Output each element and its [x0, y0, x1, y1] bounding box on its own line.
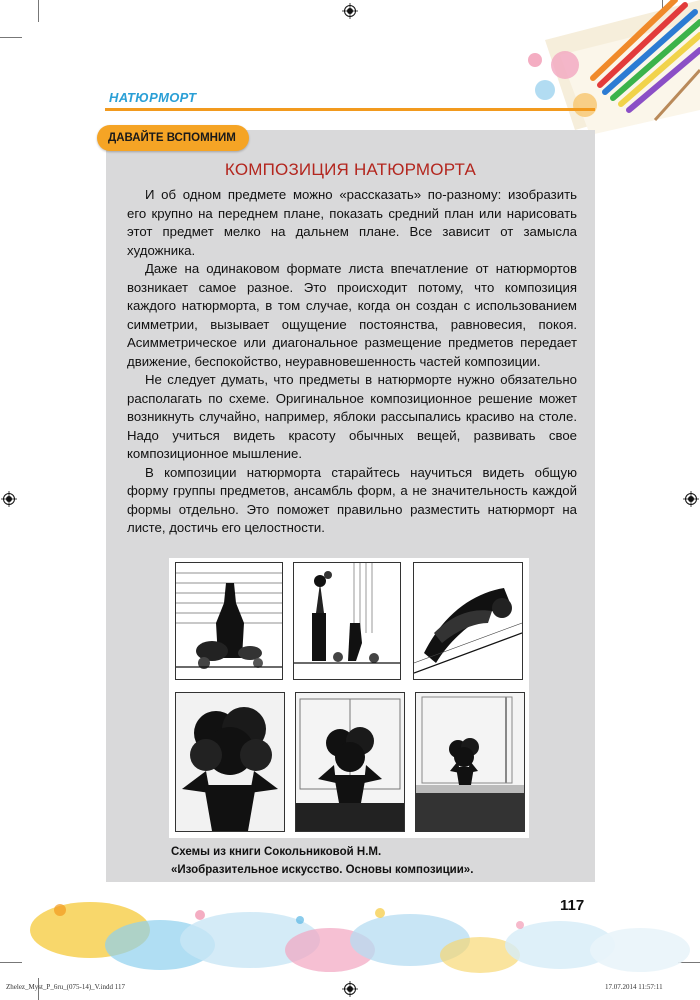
article-heading: КОМПОЗИЦИЯ НАТЮРМОРТА [224, 160, 477, 179]
caption-line: «Изобразительное искусство. Основы композиции». [171, 864, 474, 876]
header-divider [105, 108, 595, 111]
caption-line: Схемы из книги Сокольниковой Н.М. [171, 846, 382, 858]
still-life-diagonal-image [414, 563, 522, 679]
scheme-panel-still-life-diagonal [413, 562, 523, 680]
remember-badge: ДАВАЙТЕ ВСПОМНИМ [97, 125, 249, 151]
footer-file-info: Zhelez_Myst_P_6ru_(075-14)_V.indd 117 [6, 983, 125, 991]
article-body [127, 186, 577, 538]
footer-date-info: 17.07.2014 11:57:11 [605, 983, 663, 991]
registration-mark-icon [342, 3, 358, 19]
paragraph: И об одном предмете можно «рассказать» по-разному: изобразить его крупно на переднем плане, показать средний план или нарисовать этот предмет мелко на дальнем плане. Все зависит от замысла художника. [127, 187, 577, 258]
composition-schemes-figure [169, 558, 529, 838]
pencils-illustration [505, 0, 700, 135]
paint-splash-illustration [0, 885, 700, 985]
flower-large-image [176, 693, 284, 831]
flower-small-image [416, 693, 524, 831]
paragraph: Даже на одинаковом формате листа впечатление от натюрмортов возникает самое разное. Это происходит потому, что композиция каждого натюрморта, в том случае, когда он создан с использованием симметрии, вызывает ощущение постоянства, равновесия, покоя. Асимметрическое или диагональное размещение предметов передает движение, беспокойство, неуравновешенность частей композиции. [127, 261, 577, 369]
paragraph: В композиции натюрморта старайтесь научиться видеть общую форму группы предметов, ансамбль форм, а не значительность каждой формы отдельно. Это поможет правильно разместить натюрморт на листе, достичь его целостности. [127, 464, 577, 535]
page-number: 117 [560, 897, 585, 914]
scheme-panel-still-life-balanced [293, 562, 401, 680]
registration-mark-icon [1, 491, 17, 507]
scheme-panel-flower-medium [295, 692, 405, 832]
section-title: НАТЮРМОРТ [109, 90, 197, 105]
flower-medium-image [296, 693, 404, 831]
registration-mark-icon [683, 491, 699, 507]
figure-caption [171, 843, 473, 879]
crop-mark [38, 0, 39, 22]
still-life-balanced-image [294, 563, 400, 679]
crop-mark [0, 37, 22, 38]
scheme-panel-flower-large [175, 692, 285, 832]
scheme-panel-flower-small [415, 692, 525, 832]
scheme-panel-still-life-symmetric [175, 562, 283, 680]
paragraph: Не следует думать, что предметы в натюрморте нужно обязательно располагать по схеме. Оригинальное композиционное решение может возникнуть случайно, например, яблоки рассыпались красиво на столе. Надо учиться видеть красоту обычных вещей, развивать свое композиционное мышление. [127, 372, 577, 461]
still-life-symmetric-image [176, 563, 282, 679]
